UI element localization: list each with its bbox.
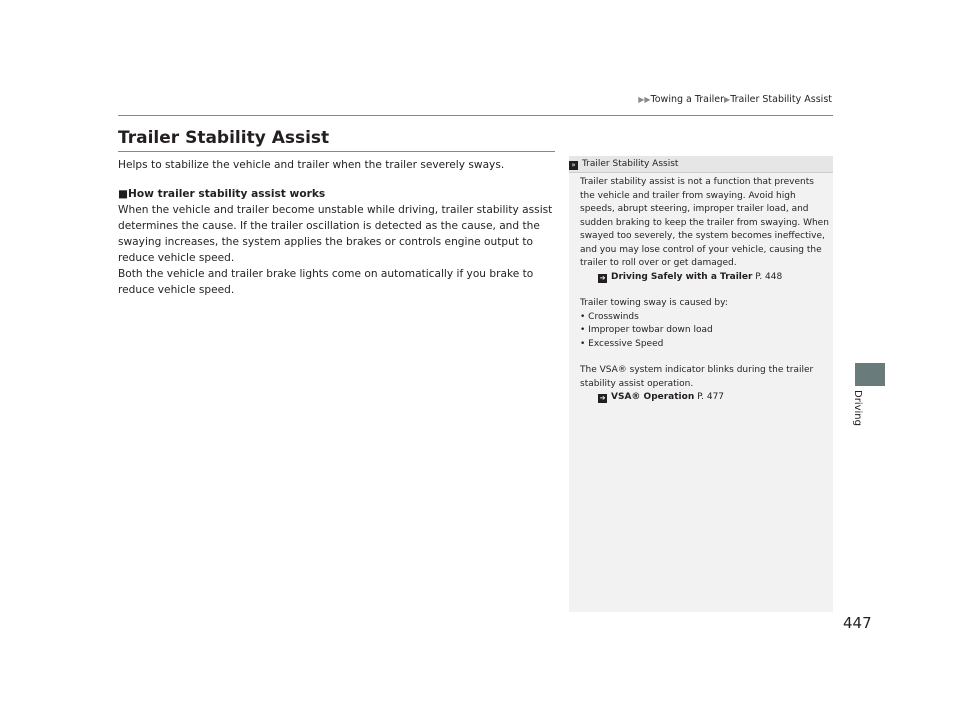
divider [118,115,833,116]
triangle-icon: ▶▶ [638,95,651,104]
breadcrumb [520,94,832,105]
section-heading: ■How trailer stability assist works [118,188,326,200]
page-title: Trailer Stability Assist [118,128,330,148]
sidebar-paragraph: The VSA® system indicator blinks during the trailer stability assist operation. [580,365,814,389]
sidebar-paragraph: Trailer towing sway is caused by: [580,298,728,308]
paragraph: When the vehicle and trailer become unstable while driving, trailer stability assist determines the cause. If the trailer oscillation is detected as the cause, and the swaying increases, the system applies the brakes or controls engine output to reduce vehicle speed. [118,204,553,264]
chapter-tab[interactable] [855,363,885,386]
triangle-icon: ▶ [724,95,731,104]
divider [118,151,555,152]
bullet-item: • Excessive Speed [580,338,664,349]
breadcrumb-item[interactable]: Trailer Stability Assist [730,94,832,105]
cross-reference[interactable]: ➔ Driving Safely with a Trailer P. 448 [599,271,783,282]
arrow-right-icon: ➔ [599,394,606,402]
chapter-tab-label: Driving [852,390,863,426]
cross-reference[interactable]: ➔ VSA® Operation P. 477 [599,392,725,402]
sidebar-body [580,176,830,405]
sidebar-heading: » Trailer Stability Assist [569,156,833,173]
bullet-item: • Crosswinds [580,311,639,322]
bullet-item: • Improper towbar down load [580,325,713,335]
note-icon: » [569,161,578,170]
main-content [118,157,558,298]
breadcrumb-item[interactable]: Towing a Trailer [650,94,725,105]
intro: Helps to stabilize the vehicle and trailer when the trailer severely sways. [118,159,505,171]
page-number: 447 [843,614,872,632]
sidebar-paragraph: Trailer stability assist is not a function that prevents the vehicle and trailer from swaying. Avoid high speeds, abrupt steering, improper trailer load, and sudden braking to keep the trailer from swaying. When swayed too severely, the system becomes ineffective, and you may lose control of your vehicle, causing the trailer to roll over or get damaged. [580,177,829,268]
arrow-right-icon: ➔ [599,273,606,282]
square-icon: ■ [118,188,129,200]
paragraph: Both the vehicle and trailer brake lights come on automatically if you brake to reduce vehicle speed. [118,268,534,296]
